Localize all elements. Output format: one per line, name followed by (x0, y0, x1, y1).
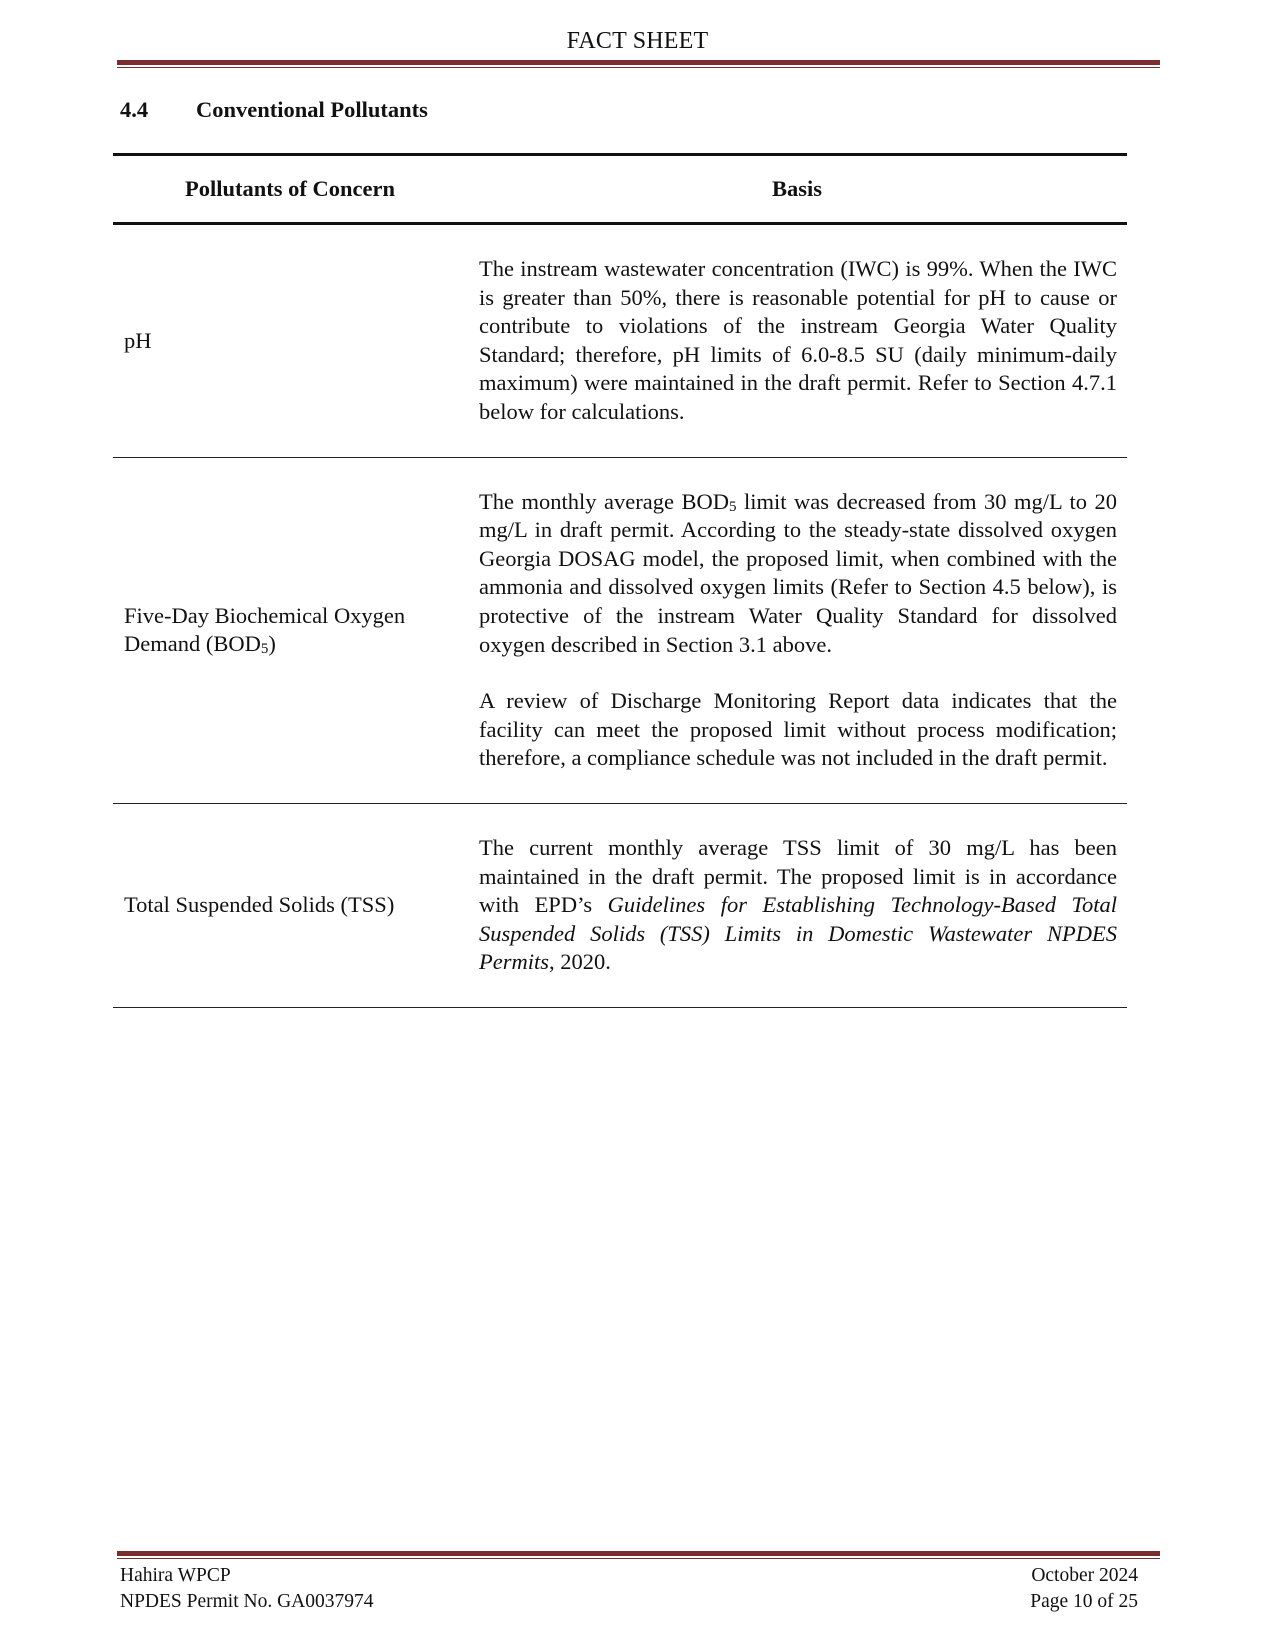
table-row-ph (113, 224, 1127, 458)
section-number: 4.4 (120, 97, 149, 122)
pollutant-cell: pH (113, 224, 467, 458)
basis-cell (467, 224, 1127, 458)
footer-left (120, 1563, 374, 1615)
basis-paragraph (479, 834, 1117, 977)
subscript: 5 (260, 641, 269, 658)
header-rule-thin (117, 67, 1160, 68)
pollutant-cell (113, 457, 467, 803)
section-title: Conventional Pollutants (196, 97, 428, 122)
footer-rule-thin (117, 1558, 1160, 1559)
header-rule-thick (117, 60, 1160, 65)
header-title: FACT SHEET (566, 28, 709, 54)
footer-right (1030, 1563, 1138, 1615)
subscript: 5 (729, 498, 737, 515)
table-row-bod (113, 457, 1127, 803)
section-heading (120, 97, 428, 123)
basis-cell (467, 803, 1127, 1007)
column-header-pollutant: Pollutants of Concern (113, 155, 467, 224)
pollutant-cell: Total Suspended Solids (TSS) (113, 803, 467, 1007)
table-header-row (113, 155, 1127, 224)
guideline-citation: Guidelines for Establishing Technology-Based Total Suspended Solids (TSS) Limits in Domestic Wastewater NPDES Permits (479, 892, 1118, 975)
pollutant-line: Demand (BOD (124, 631, 261, 657)
basis-paragraph: The instream wastewater concentration (IWC) is 99%. When the IWC is greater than 50%, there is reasonable potential for pH to cause or contribute to violations of the instream Georgia Water Quality Standard; therefore, pH limits of 6.0-8.5 SU (daily minimum-daily maximum) were maintained in the draft permit. Refer to Section 4.7.1 below for calculations. (479, 256, 1117, 424)
footer-rule-thick (117, 1551, 1160, 1556)
basis-paragraph: A review of Discharge Monitoring Report data indicates that the facility can meet the proposed limit without process modification; therefore, a compliance schedule was not included in the draft permit. (479, 688, 1117, 771)
column-header-basis: Basis (467, 155, 1127, 224)
permit-number: NPDES Permit No. GA0037974 (120, 1591, 374, 1612)
document-date: October 2024 (1031, 1565, 1138, 1586)
page-number: Page 10 of 25 (1030, 1591, 1138, 1612)
basis-text: , 2020. (549, 949, 611, 975)
basis-text: The monthly average BOD (479, 488, 729, 514)
basis-cell (467, 457, 1127, 803)
pollutant-line: Five-Day Biochemical Oxygen (124, 603, 406, 629)
table-row-tss (113, 803, 1127, 1007)
basis-text: limit was decreased from 30 mg/L to 20 mg/L in draft permit. According to the steady-state dissolved oxygen Georgia DOSAG model, the proposed limit, when combined with the ammonia and dissolved oxygen limits (Refer to Section 4.5 below), is protective of the instream Water Quality Standard for dissolved oxygen described in Section 3.1 above. (479, 488, 1117, 657)
pollutant-line-end: ) (268, 631, 276, 657)
basis-text: The current monthly average TSS limit of 30 mg/L has been maintained in the draft permit. The proposed limit is in accordance with EPD’s (479, 834, 1117, 918)
pollutants-table (113, 153, 1127, 1008)
basis-paragraph (479, 488, 1117, 660)
facility-name: Hahira WPCP (120, 1565, 231, 1586)
